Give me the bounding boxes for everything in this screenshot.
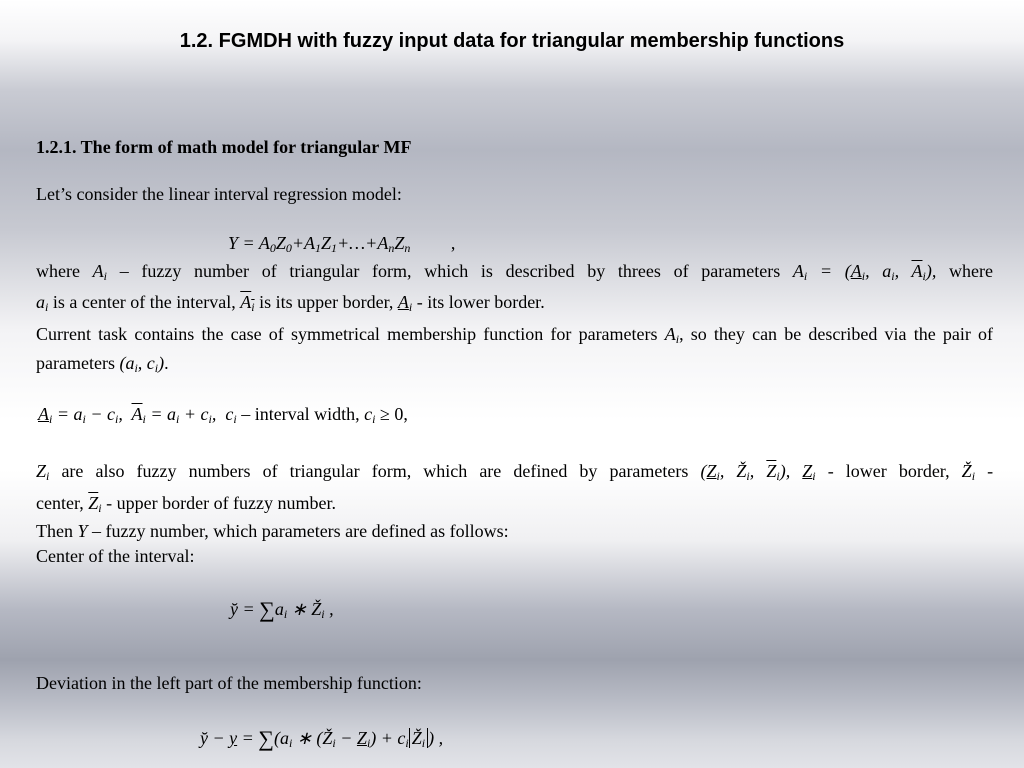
where-line: where $A_i$ – fuzzy number of triangular form, which is described by threes of parameters $A_i = (A_i$, $a_i$, $\overline{A}_i$), where [36,261,994,283]
center-line: $a_i$ is a center of the interval, $A_i$ is its upper border, $A_i$ - its lower border. [36,292,545,314]
deviation-label: Deviation in the left part of the membership function: [36,673,422,693]
task-paragraph: Current task contains the case of symmetrical membership function for parameters $A_i$, so they can be described via the pair of parameters ($a_i$, $c_i$). [36,324,994,375]
z-paragraph: $Z_i$ are also fuzzy numbers of triangular form, which are defined by parameters ($Z_i$, $Ž_i$, $\overline{Z}_i$), $Z_i$ - lower border, $Ž_i$ - [36,461,994,483]
z-paragraph-cont: center, $\overline{Z}_i$ - upper border of fuzzy number. [36,493,337,515]
section-heading: 1.2.1. The form of math model for triangular MF [36,137,412,157]
width-equation: $A_i = a_i - c_i$, $\overline{A}_i = a_i + c_i$, $c_i$ – interval width, $c_i \ge 0$, [38,404,408,426]
model-equation: $Y = A_0Z_0+A_1Z_1+\dots+A_nZ_n$ , [228,233,456,255]
center-label: Center of the interval: [36,546,195,566]
center-formula: y̆ = $\sum a_i$ ∗ $Ž_i$ , [230,597,334,622]
then-line: Then Y – fuzzy number, which parameters are defined as follows: [36,521,509,541]
intro-text: Let’s consider the linear interval regression model: [36,184,402,204]
deviation-formula: y̆ − $y = \sum(a_i$ ∗ $(Ž_i - Z_i) + c_i$ $Ž_i$ ) , [200,726,444,751]
slide-title: 1.2. FGMDH with fuzzy input data for triangular membership functions [179,30,845,52]
